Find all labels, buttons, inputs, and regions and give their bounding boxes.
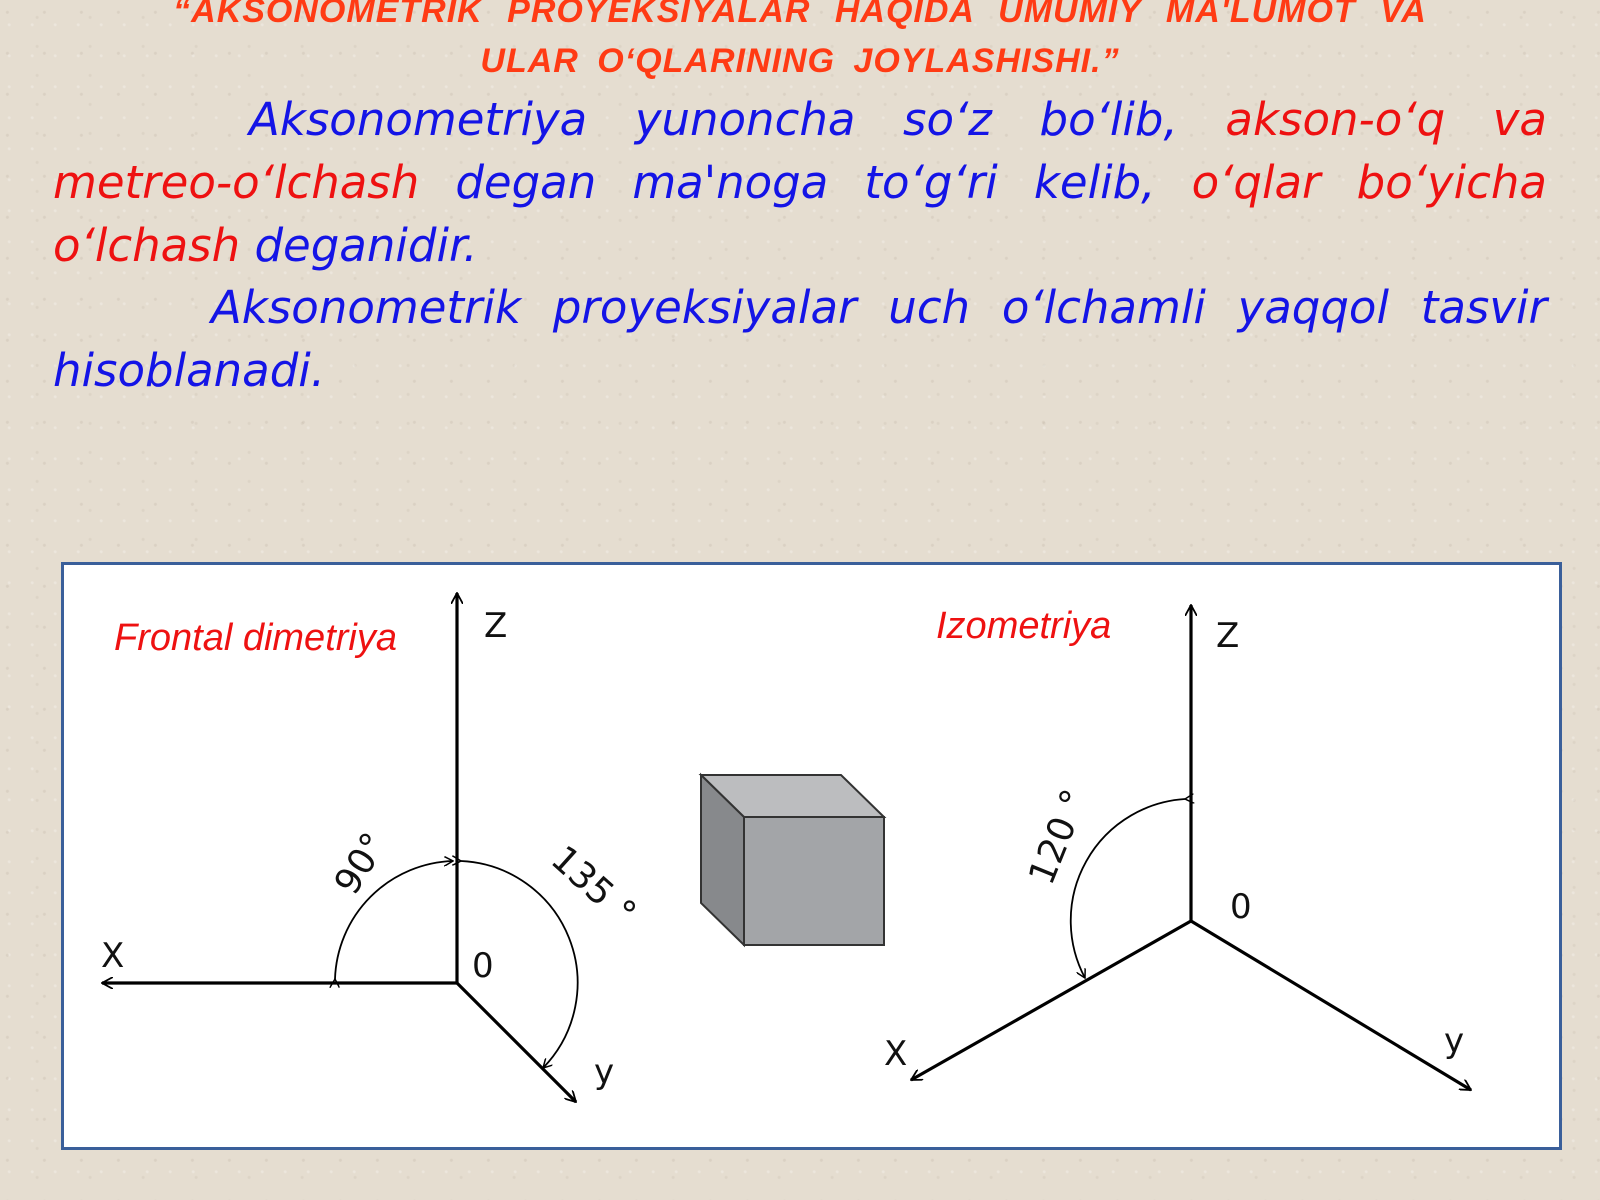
etymology-text-2: degan ma'noga to‘g‘ri kelib,	[419, 156, 1192, 209]
isometry-caption: Izometriya	[936, 605, 1112, 647]
etymology-highlight-2: o‘qlar bo‘yicha o‘lchash	[53, 156, 1547, 272]
etymology-text-3: deganidir.	[240, 219, 478, 272]
isometry-arc-120	[1071, 799, 1185, 978]
frontal-dimetry-caption: Frontal dimetriya	[114, 617, 397, 659]
cube-front-face	[744, 817, 884, 945]
isometry-y-axis	[1191, 921, 1471, 1090]
isometry-origin-label: 0	[1230, 887, 1252, 927]
isometry-x-label: X	[884, 1034, 908, 1074]
paragraph-definition: Aksonometrik proyeksiyalar uch o‘lchamli yaqqol tasvir hisoblanadi.	[53, 281, 1547, 397]
frontal-dimetry-group	[101, 593, 643, 1102]
frontal-y-axis	[457, 983, 576, 1102]
isometry-angle-120: 120 °	[1021, 784, 1097, 891]
title-line-2: ULAR O‘QLARINING JOYLASHISHI.”	[480, 42, 1120, 80]
frontal-x-label: X	[101, 936, 125, 976]
paragraph-etymology	[53, 88, 1547, 277]
frontal-origin-label: 0	[472, 946, 494, 986]
etymology-text-1: Aksonometriya yunoncha so‘z bo‘lib,	[249, 93, 1226, 146]
isometry-group	[884, 605, 1471, 1090]
frontal-z-label: Z	[484, 606, 508, 646]
cube-illustration	[701, 775, 884, 945]
frontal-angle-135: 135 °	[542, 838, 644, 935]
isometry-z-label: Z	[1216, 616, 1240, 656]
axonometric-diagram	[64, 565, 1559, 1147]
diagram-panel	[61, 562, 1562, 1150]
frontal-y-label: y	[594, 1052, 615, 1092]
etymology-highlight-1: akson-o‘q va metreo-o‘lchash	[53, 93, 1548, 209]
isometry-y-label: y	[1444, 1021, 1465, 1061]
title-line-1: “AKSONOMETRIK PROYEKSIYALAR HAQIDA UMUMIY MA'LUMOT VA	[173, 0, 1427, 30]
frontal-angle-90: 90°	[326, 825, 396, 902]
isometry-x-axis	[911, 921, 1191, 1080]
